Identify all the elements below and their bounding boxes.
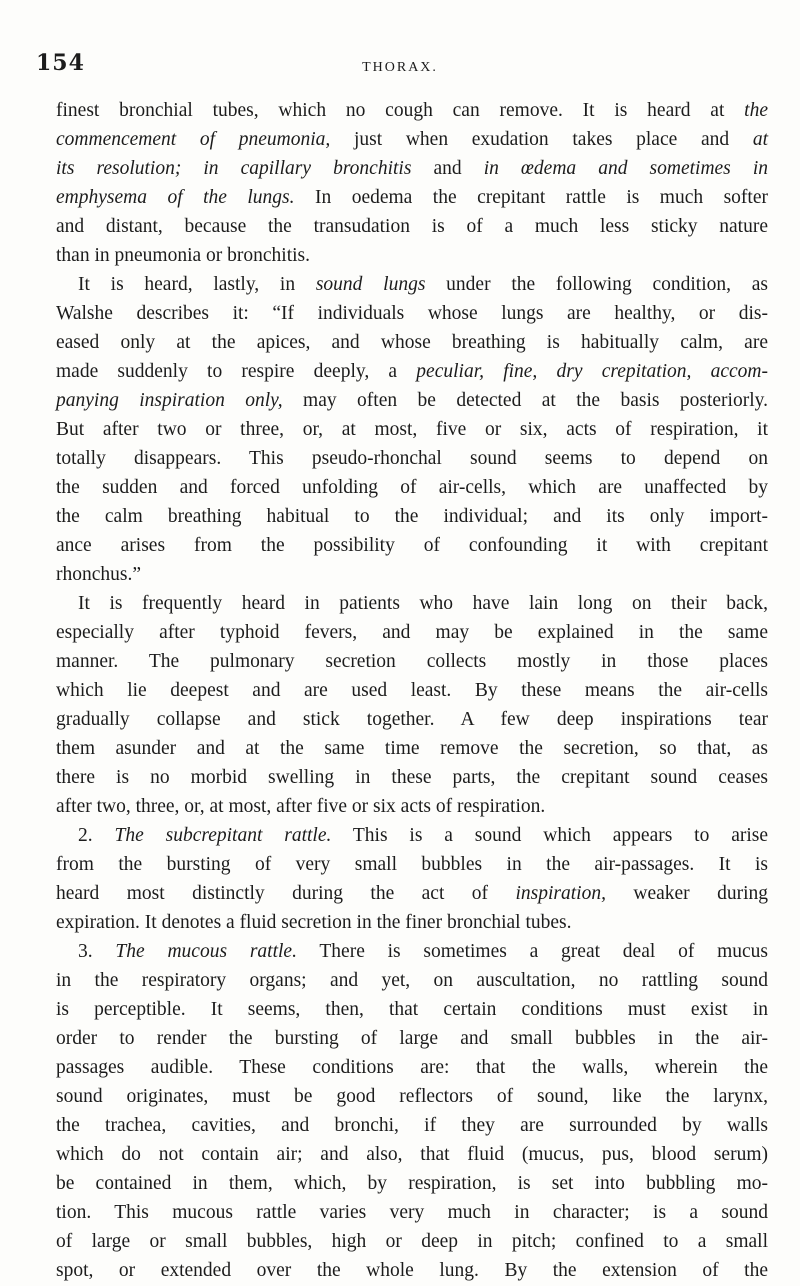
italic-text: The mucous rattle. [115, 941, 297, 962]
text-segment: may often be detected at the basis posteriorly. [282, 390, 768, 411]
italic-text: the [744, 100, 768, 121]
text-segment: In oedema the crepitant rattle is much softer [294, 187, 768, 208]
text-line [56, 386, 768, 415]
text-line [56, 1198, 768, 1227]
italic-text: inspiration, [515, 883, 606, 904]
text-line [56, 734, 768, 763]
text-segment: be contained in them, which, by respiration, is set into bubbling mo- [56, 1173, 768, 1194]
text-line [56, 241, 768, 270]
text-line [56, 937, 768, 966]
text-line [56, 676, 768, 705]
text-line [56, 1024, 768, 1053]
body-text [56, 96, 768, 1285]
text-segment: the sudden and forced unfolding of air-cells, which are unaffected by [56, 477, 768, 498]
text-line [56, 125, 768, 154]
text-segment: them asunder and at the same time remove the secretion, so that, as [56, 738, 768, 759]
text-segment: from the bursting of very small bubbles in the air-passages. It is [56, 854, 768, 875]
italic-text: emphysema of the lungs. [56, 187, 295, 208]
text-line [56, 1140, 768, 1169]
text-line [56, 96, 768, 125]
italic-text: its resolution; in capillary bronchitis [56, 158, 412, 179]
italic-text: sound lungs [315, 274, 426, 295]
text-segment: passages audible. These conditions are: that the walls, wherein the [56, 1057, 768, 1078]
text-segment: which lie deepest and are used least. By these means the air-cells [56, 680, 768, 701]
text-segment: there is no morbid swelling in these parts, the crepitant sound ceases [56, 767, 768, 788]
text-line [56, 1053, 768, 1082]
text-line [56, 270, 768, 299]
text-segment: totally disappears. This pseudo-rhonchal sound seems to depend on [56, 448, 768, 469]
text-segment: It is frequently heard in patients who have lain long on their back, [78, 593, 768, 614]
text-segment: of large or small bubbles, high or deep in pitch; confined to a small [56, 1231, 768, 1252]
text-segment: and [411, 158, 484, 179]
text-line [56, 183, 768, 212]
text-line [56, 1256, 768, 1285]
text-segment: which do not contain air; and also, that fluid (mucus, pus, blood serum) [56, 1144, 768, 1165]
text-segment: under the following condition, as [425, 274, 768, 295]
italic-text: The subcrepitant rattle. [114, 825, 332, 846]
text-segment: gradually collapse and stick together. A few deep inspirations tear [56, 709, 768, 730]
text-line [56, 1227, 768, 1256]
text-segment: 3. [78, 941, 116, 962]
text-line [56, 1169, 768, 1198]
text-line [56, 821, 768, 850]
text-segment: in the respiratory organs; and yet, on auscultation, no rattling sound [56, 970, 768, 991]
text-line [56, 357, 768, 386]
text-line [56, 618, 768, 647]
text-segment: There is sometimes a great deal of mucus [296, 941, 769, 962]
italic-text: in œdema and sometimes in [483, 158, 768, 179]
text-line [56, 444, 768, 473]
italic-text: at [752, 129, 768, 150]
text-line [56, 1082, 768, 1111]
text-line [56, 995, 768, 1024]
text-line [56, 560, 768, 589]
text-line [56, 647, 768, 676]
text-segment: especially after typhoid fevers, and may be explained in the same [56, 622, 768, 643]
text-line [56, 1111, 768, 1140]
italic-text: commencement of pneumonia, [56, 129, 331, 150]
text-segment: the calm breathing habitual to the individual; and its only import- [56, 506, 768, 527]
text-line [56, 415, 768, 444]
text-line [56, 328, 768, 357]
text-segment: finest bronchial tubes, which no cough can remove. It is heard at [56, 100, 745, 121]
text-segment: spot, or extended over the whole lung. By the extension of the [56, 1260, 768, 1281]
text-segment: tion. This mucous rattle varies very much in character; is a sound [56, 1202, 768, 1223]
text-line [56, 299, 768, 328]
text-segment: is perceptible. It seems, then, that certain conditions must exist in [56, 999, 768, 1020]
text-segment: heard most distinctly during the act of [56, 883, 516, 904]
italic-text: panying inspiration only, [56, 390, 283, 411]
text-segment: manner. The pulmonary secretion collects mostly in those places [56, 651, 768, 672]
text-line [56, 154, 768, 183]
text-segment: after two, three, or, at most, after five or six acts of respiration. [56, 796, 546, 817]
text-segment: expiration. It denotes a fluid secretion in the finer bronchial tubes. [56, 912, 572, 933]
text-line [56, 966, 768, 995]
text-line [56, 531, 768, 560]
text-line [56, 763, 768, 792]
italic-text: peculiar, fine, dry crepitation, accom- [416, 361, 768, 382]
text-segment: This is a sound which appears to arise [331, 825, 769, 846]
text-line [56, 473, 768, 502]
text-line [56, 850, 768, 879]
text-line [56, 589, 768, 618]
text-segment: the trachea, cavities, and bronchi, if they are surrounded by walls [56, 1115, 768, 1136]
text-segment: and distant, because the transudation is of a much less sticky nature [56, 216, 768, 237]
text-segment: rhonchus.” [56, 564, 142, 585]
text-line [56, 792, 768, 821]
text-line [56, 502, 768, 531]
text-line [56, 879, 768, 908]
text-segment: It is heard, lastly, in [78, 274, 316, 295]
page-number: 154 [36, 50, 85, 76]
text-segment: But after two or three, or, at most, five or six, acts of respiration, it [56, 419, 768, 440]
text-segment: made suddenly to respire deeply, a [56, 361, 417, 382]
text-segment: eased only at the apices, and whose breathing is habitually calm, are [56, 332, 768, 353]
text-segment: ance arises from the possibility of confounding it with crepitant [56, 535, 768, 556]
text-line [56, 212, 768, 241]
running-head: THORAX. [362, 60, 438, 75]
text-segment: Walshe describes it: “If individuals whose lungs are healthy, or dis- [56, 303, 768, 324]
text-line [56, 908, 768, 937]
text-segment: just when exudation takes place and [330, 129, 753, 150]
text-line [56, 705, 768, 734]
text-segment: than in pneumonia or bronchitis. [56, 245, 310, 266]
text-segment: weaker during [605, 883, 768, 904]
text-segment: 2. [78, 825, 115, 846]
text-segment: sound originates, must be good reflectors of sound, like the larynx, [56, 1086, 768, 1107]
text-segment: order to render the bursting of large and small bubbles in the air- [56, 1028, 768, 1049]
